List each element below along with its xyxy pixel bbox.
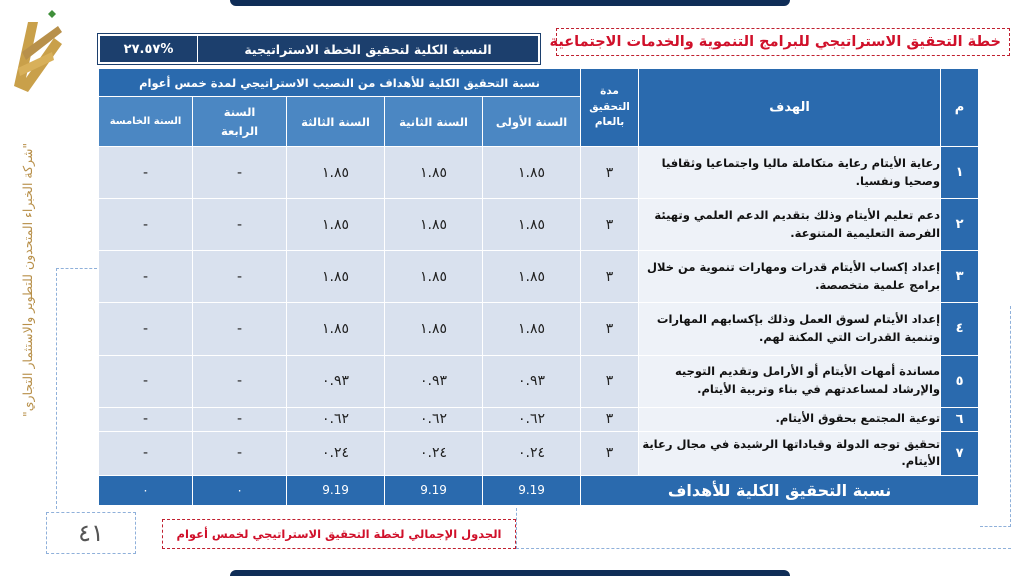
table-caption: الجدول الإجمالي لخطة التحقيق الاستراتيجي لخمس أعوام	[176, 527, 502, 541]
row-year-5: -	[99, 431, 193, 475]
row-goal: رعاية الأيتام رعاية متكاملة ماليا واجتماعيا وثقافيا وصحيا ونفسيا.	[639, 147, 941, 199]
row-year-1: ١.٨٥	[483, 303, 581, 355]
overall-percentage-value: %٢٧.٥٧	[123, 41, 174, 57]
total-year-4: ٠	[193, 475, 287, 505]
row-year-4: -	[193, 407, 287, 431]
row-year-3: ١.٨٥	[287, 303, 385, 355]
table-row	[99, 303, 979, 355]
row-goal: إعداد إكساب الأيتام قدرات ومهارات تنموية من خلال برامج علمية متخصصة.	[639, 251, 941, 303]
row-goal: دعم تعليم الأيتام وذلك بتقديم الدعم العلمي وتهيئة الفرصة التعليمية المتنوعة.	[639, 199, 941, 251]
row-year-1: ٠.٦٢	[483, 407, 581, 431]
row-num: ٢	[941, 199, 979, 251]
row-year-2: ١.٨٥	[385, 303, 483, 355]
row-duration: ٣	[581, 431, 639, 475]
row-num: ٧	[941, 431, 979, 475]
row-year-1: ١.٨٥	[483, 147, 581, 199]
page-number: ٤١	[78, 519, 104, 547]
header-year-5: السنة الخامسة	[99, 97, 193, 147]
row-year-5: -	[99, 355, 193, 407]
row-num: ١	[941, 147, 979, 199]
row-duration: ٣	[581, 407, 639, 431]
row-year-2: ٠.٢٤	[385, 431, 483, 475]
row-year-2: ٠.٩٣	[385, 355, 483, 407]
total-year-3: 9.19	[287, 475, 385, 505]
row-num: ٤	[941, 303, 979, 355]
page-title: خطة التحقيق الاستراتيجي للبرامج التنموية والخدمات الاجتماعية	[549, 34, 1001, 50]
row-goal: مساندة أمهات الأيتام أو الأرامل وتقديم التوجيه والإرشاد لمساعدتهم في بناء وتربية الأيتام.	[639, 355, 941, 407]
row-goal: إعداد الأيتام لسوق العمل وذلك بإكسابهم المهارات وتنمية القدرات التي المكنة لهم.	[639, 303, 941, 355]
row-year-4: -	[193, 199, 287, 251]
row-year-5: -	[99, 407, 193, 431]
header-duration: مدة التحقيق بالعام	[581, 69, 639, 147]
table-row	[99, 147, 979, 199]
row-year-2: ١.٨٥	[385, 199, 483, 251]
row-num: ٦	[941, 407, 979, 431]
frame-right	[980, 306, 1011, 527]
row-num: ٣	[941, 251, 979, 303]
overall-percentage-label: النسبة الكلية لتحقيق الخطة الاستراتيجية	[197, 36, 538, 62]
company-logo-icon	[8, 8, 64, 96]
title-box	[549, 28, 1010, 56]
row-year-1: ٠.٢٤	[483, 431, 581, 475]
table-row	[99, 431, 979, 475]
strategic-plan-table	[98, 68, 979, 506]
row-year-5: -	[99, 303, 193, 355]
row-duration: ٣	[581, 251, 639, 303]
table-row	[99, 355, 979, 407]
row-year-5: -	[99, 251, 193, 303]
header-year-4: السنة الرابعة	[193, 97, 287, 147]
row-year-2: ١.٨٥	[385, 147, 483, 199]
row-duration: ٣	[581, 355, 639, 407]
row-year-3: ٠.٢٤	[287, 431, 385, 475]
overall-percentage-bar	[98, 34, 540, 64]
row-year-3: ١.٨٥	[287, 199, 385, 251]
row-year-1: ١.٨٥	[483, 251, 581, 303]
header-goal: الهدف	[639, 69, 941, 147]
row-goal: توعية المجتمع بحقوق الأيتام.	[639, 407, 941, 431]
row-duration: ٣	[581, 147, 639, 199]
total-year-1: 9.19	[483, 475, 581, 505]
frame-left	[56, 268, 97, 509]
total-label: نسبة التحقيق الكلية للأهداف	[581, 475, 979, 505]
total-year-2: 9.19	[385, 475, 483, 505]
total-row	[99, 475, 979, 505]
top-accent-bar	[230, 0, 790, 6]
row-year-4: -	[193, 147, 287, 199]
table-row	[99, 407, 979, 431]
row-year-5: -	[99, 147, 193, 199]
header-year-3: السنة الثالثة	[287, 97, 385, 147]
row-goal: تحقيق توجه الدولة وقياداتها الرشيدة في مجال رعاية الأيتام.	[639, 431, 941, 475]
row-year-1: ١.٨٥	[483, 199, 581, 251]
header-year-2: السنة الثانية	[385, 97, 483, 147]
table-row	[99, 199, 979, 251]
row-year-2: ١.٨٥	[385, 251, 483, 303]
caption-box	[162, 519, 516, 549]
company-name-vertical: "شركة الخبراء المتحدون للتطوير والاستثمار التجاري"	[20, 142, 35, 418]
row-year-2: ٠.٦٢	[385, 407, 483, 431]
row-year-4: -	[193, 355, 287, 407]
row-duration: ٣	[581, 303, 639, 355]
table-row	[99, 251, 979, 303]
row-num: ٥	[941, 355, 979, 407]
header-group: نسبة التحقيق الكلية للأهداف من النصيب الاستراتيجي لمدة خمس أعوام	[99, 69, 581, 97]
frame-bottom	[516, 508, 1011, 549]
row-year-5: -	[99, 199, 193, 251]
header-year-1: السنة الأولى	[483, 97, 581, 147]
row-year-4: -	[193, 251, 287, 303]
row-year-3: ٠.٦٢	[287, 407, 385, 431]
row-year-1: ٠.٩٣	[483, 355, 581, 407]
bottom-accent-bar	[230, 570, 790, 576]
row-year-3: ٠.٩٣	[287, 355, 385, 407]
total-year-5: ٠	[99, 475, 193, 505]
row-duration: ٣	[581, 199, 639, 251]
row-year-3: ١.٨٥	[287, 147, 385, 199]
header-num: م	[941, 69, 979, 147]
row-year-4: -	[193, 431, 287, 475]
row-year-4: -	[193, 303, 287, 355]
page-number-box	[46, 512, 136, 554]
row-year-3: ١.٨٥	[287, 251, 385, 303]
